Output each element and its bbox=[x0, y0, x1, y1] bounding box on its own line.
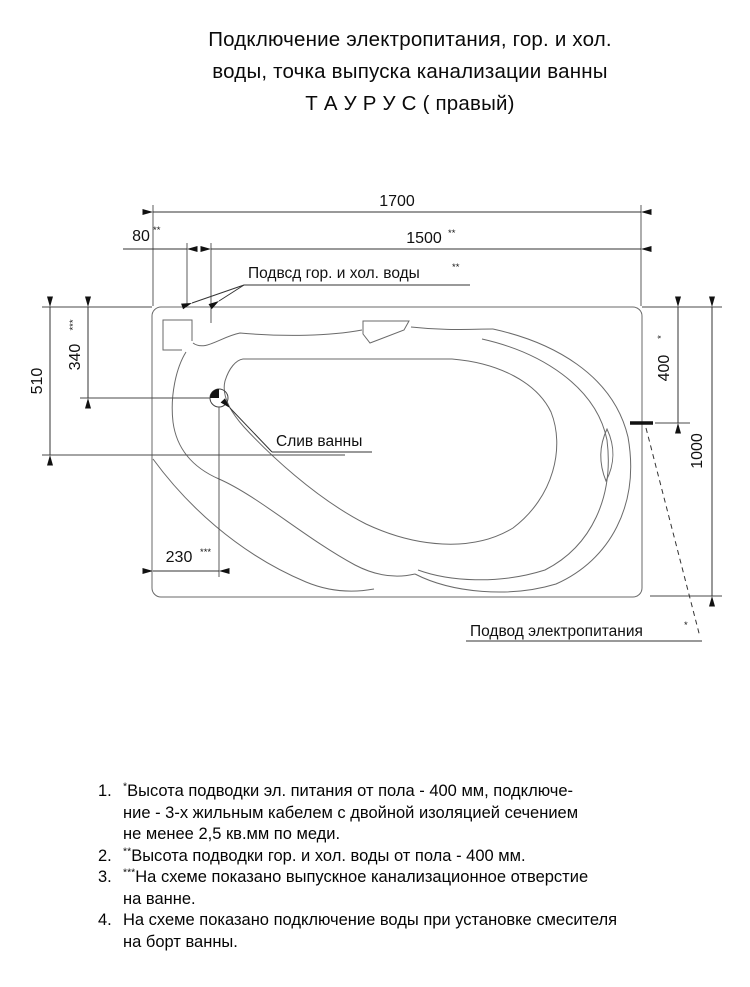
water-supply-label: Подвсд гор. и хол. воды bbox=[248, 265, 420, 282]
extension-lines bbox=[42, 205, 722, 596]
drain-marker bbox=[210, 389, 228, 407]
shell-left-edge bbox=[172, 352, 415, 576]
note-3-number: 3. bbox=[98, 868, 112, 886]
dim-510: 510 bbox=[29, 367, 46, 395]
dim-340-sup: *** bbox=[68, 319, 79, 331]
tub-bounding-box bbox=[152, 307, 642, 597]
water-supply-notch bbox=[163, 320, 192, 350]
note-2-body: **Высота подводки гор. и хол. воды от пола - 400 мм. bbox=[123, 845, 526, 865]
note-1-number: 1. bbox=[98, 782, 112, 800]
dim-80: 80 bbox=[132, 228, 150, 245]
overflow-slot bbox=[363, 321, 409, 343]
dim-340: 340 bbox=[67, 343, 84, 371]
dim-80-sup: ** bbox=[153, 225, 161, 236]
power-supply-label: Подвод электропитания bbox=[470, 623, 643, 640]
title-line-1: Подключение электропитания, гор. и хол. bbox=[208, 28, 612, 51]
note-2-number: 2. bbox=[98, 846, 112, 865]
dim-1500-sup: ** bbox=[448, 228, 456, 239]
note-3-body: ***На схеме показано выпускное канализационное отверстие на ванне. bbox=[123, 866, 589, 908]
leader-lines bbox=[192, 285, 702, 641]
rim-top-edge bbox=[193, 330, 362, 346]
water-supply-label-sup: ** bbox=[452, 262, 460, 273]
dim-400: 400 bbox=[656, 354, 673, 382]
note-4 bbox=[98, 910, 678, 953]
bathtub-outline bbox=[152, 307, 642, 597]
note-3 bbox=[98, 867, 678, 910]
note-4-body: На схеме показано подключение воды при установке смесителя на борт ванны. bbox=[123, 911, 618, 951]
rim-top-edge-right bbox=[411, 327, 493, 330]
dim-1500: 1500 bbox=[406, 230, 442, 247]
dim-400-sup: * bbox=[656, 335, 667, 339]
power-supply-label-sup: * bbox=[684, 620, 688, 631]
note-1-body: *Высота подводки эл. питания от пола - 400 мм, подключе- ние - 3-х жильным кабелем с двойной изоляцией сечением не менее 2,5 кв.мм по меди. bbox=[123, 780, 579, 843]
note-2-sup: ** bbox=[123, 845, 132, 857]
title-line-3: Т А У Р У С ( правый) bbox=[305, 92, 515, 115]
callout-labels bbox=[248, 262, 688, 640]
drain-label: Слив ванны bbox=[276, 433, 363, 450]
dim-1700: 1700 bbox=[379, 193, 415, 210]
note-3-sup: *** bbox=[123, 866, 136, 879]
note-4-number: 4. bbox=[98, 911, 112, 929]
dim-1000: 1000 bbox=[689, 433, 706, 469]
title-line-2: воды, точка выпуска канализации ванны bbox=[212, 60, 608, 83]
note-2 bbox=[98, 846, 678, 868]
note-1-sup: * bbox=[123, 780, 128, 793]
note-1 bbox=[98, 781, 678, 846]
shell-outer-edge bbox=[415, 329, 631, 592]
footnotes bbox=[98, 781, 678, 953]
right-wall-lens bbox=[601, 429, 613, 481]
dim-230-sup: *** bbox=[200, 547, 212, 558]
dim-230: 230 bbox=[165, 549, 193, 566]
